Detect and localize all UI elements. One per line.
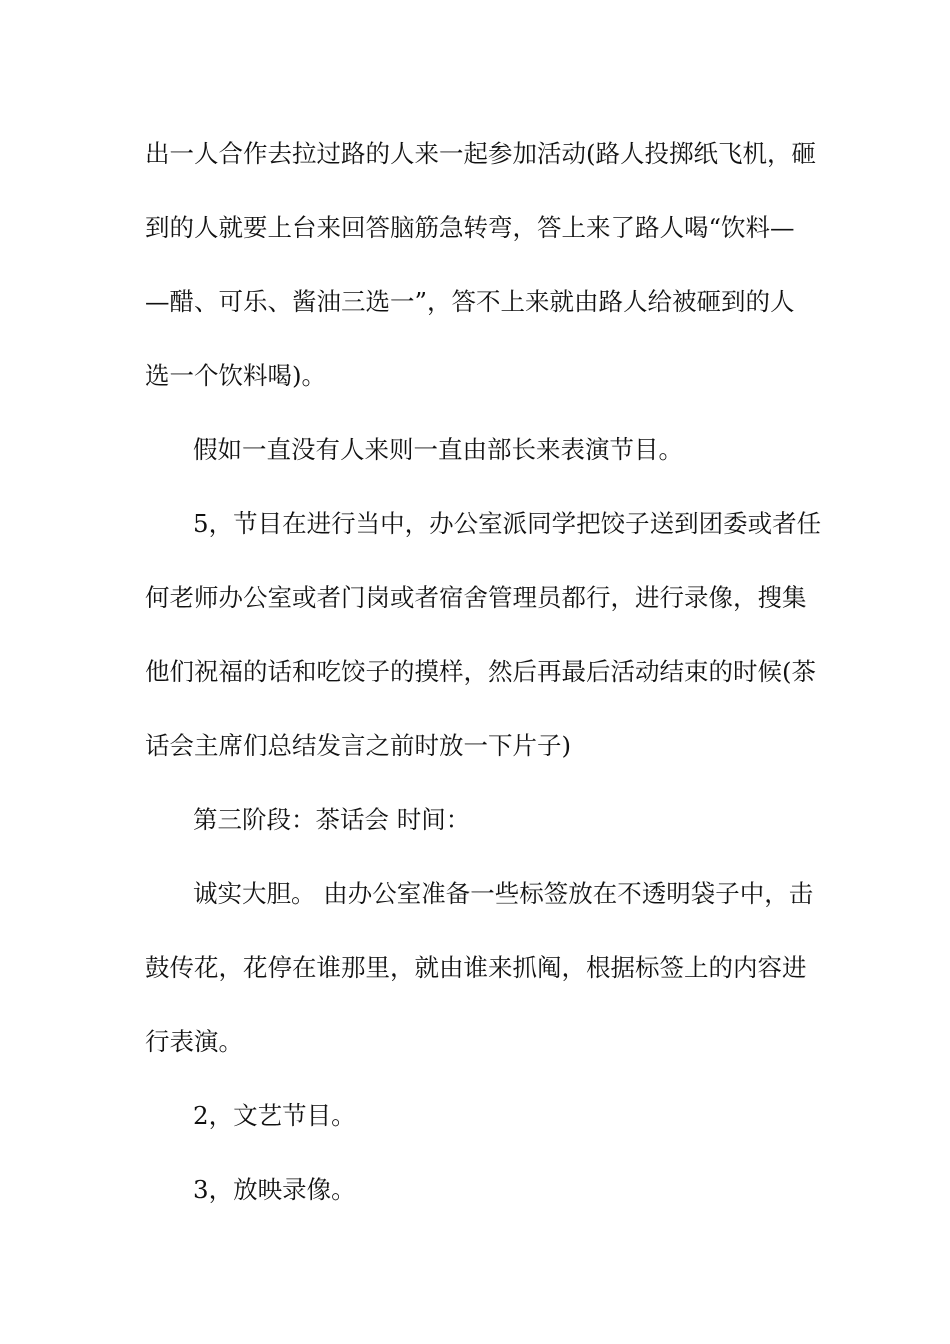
- list-item: 2，文艺节目。: [193, 1101, 356, 1130]
- text-line: 诚实大胆。 由办公室准备一些标签放在不透明袋子中，击: [193, 879, 814, 908]
- text-line: 到的人就要上台来回答脑筋急转弯，答上来了路人喝“饮料—: [145, 213, 795, 242]
- text-line: 选一个饮料喝)。: [145, 361, 327, 390]
- text-line: 话会主席们总结发言之前时放一下片子): [145, 731, 572, 760]
- text-line: 假如一直没有人来则一直由部长来表演节目。: [193, 435, 683, 464]
- text-line: 他们祝福的话和吃饺子的摸样，然后再最后活动结束的时候(茶: [145, 657, 817, 686]
- text-line: —醋、可乐、酱油三选一”，答不上来就由路人给被砸到的人: [145, 287, 795, 316]
- text-line: 出一人合作去拉过路的人来一起参加活动(路人投掷纸飞机，砸: [145, 139, 817, 168]
- text-line: 5，节目在进行当中，办公室派同学把饺子送到团委或者任: [193, 509, 822, 538]
- text-line: 鼓传花，花停在谁那里，就由谁来抓阄，根据标签上的内容进: [145, 953, 807, 982]
- section-heading: 第三阶段：茶话会 时间：: [193, 805, 471, 834]
- text-line: 何老师办公室或者门岗或者宿舍管理员都行，进行录像，搜集: [145, 583, 807, 612]
- text-line: 行表演。: [145, 1027, 243, 1056]
- list-item: 3，放映录像。: [193, 1175, 356, 1204]
